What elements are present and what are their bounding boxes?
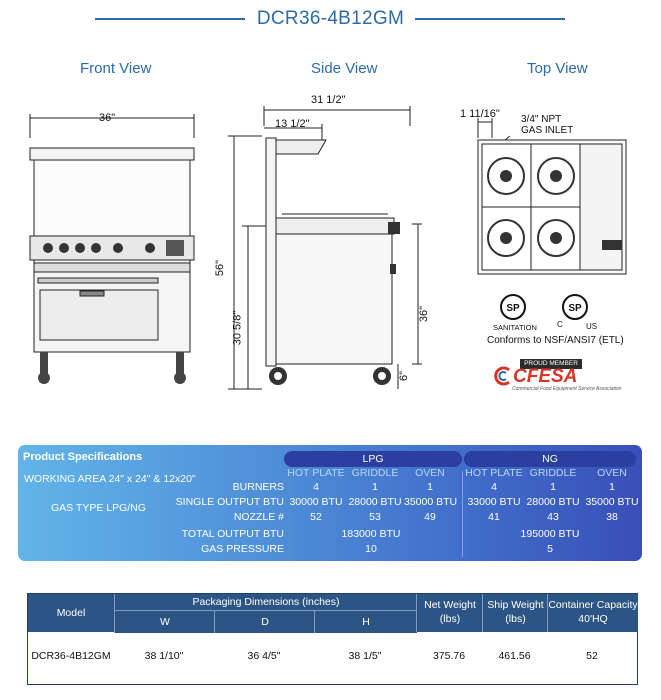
cfesa-name: CFESA	[513, 366, 578, 387]
row-h: 38 1/5"	[348, 650, 382, 662]
ng-col-oven: OVEN	[597, 467, 627, 479]
top-view-label: Top View	[527, 60, 588, 77]
page-title: DCR36-4B12GM	[256, 8, 405, 29]
row-label-single-btu: SINGLE OUTPUT BTU	[175, 496, 284, 508]
lpg-burners-hotplate: 4	[313, 481, 319, 493]
model-header: Model	[28, 594, 114, 632]
side-work-dim: 30 5/8"	[231, 310, 244, 346]
lpg-col-hotplate: HOT PLATE	[287, 467, 345, 479]
lpg-nozzle-griddle: 53	[369, 511, 381, 523]
net-weight-header-line1: Net Weight	[424, 599, 476, 611]
row-label-pressure: GAS PRESSURE	[201, 543, 284, 555]
ng-nozzle-hotplate: 41	[488, 511, 500, 523]
lpg-header: LPG	[284, 451, 462, 467]
row-w: 38 1/10"	[144, 650, 184, 662]
row-cont: 52	[586, 650, 598, 662]
h-header: H	[314, 610, 417, 633]
working-area: WORKING AREA 24" x 24" & 12x20"	[24, 473, 196, 485]
row-label-nozzle: NOZZLE #	[233, 511, 284, 523]
spec-heading: Product Specifications	[23, 451, 143, 463]
ship-weight-header-line2: (lbs)	[505, 613, 526, 625]
lpg-btu-oven: 35000 BTU	[404, 496, 458, 508]
container-header-line1: Container Capacity	[548, 599, 638, 611]
ng-burners-griddle: 1	[550, 481, 556, 493]
side-height-dim: 56"	[214, 259, 227, 277]
gas-type: GAS TYPE LPG/NG	[51, 502, 146, 514]
row-ship: 461.56	[498, 650, 531, 662]
lpg-btu-griddle: 28000 BTU	[348, 496, 402, 508]
lpg-burners-griddle: 1	[372, 481, 378, 493]
top-npt-dim: 3/4" NPT	[521, 114, 562, 125]
container-header	[547, 594, 638, 632]
packaging-table	[27, 593, 638, 685]
ng-btu-hotplate: 33000 BTU	[467, 496, 521, 508]
svg-text:SP: SP	[506, 303, 520, 314]
packaging-header: Packaging Dimensions (inches)	[114, 594, 417, 610]
ng-burners-oven: 1	[609, 481, 615, 493]
side-6-dim: 6"	[398, 370, 411, 382]
ng-col-hotplate: HOT PLATE	[465, 467, 523, 479]
ng-col-griddle: GRIDDLE	[529, 467, 577, 479]
w-header: W	[114, 610, 215, 633]
lpg-nozzle-hotplate: 52	[310, 511, 322, 523]
row-net: 375.76	[432, 650, 466, 662]
cfesa-member-banner: PROUD MEMBER	[520, 359, 582, 369]
row-model: DCR36-4B12GM	[31, 650, 111, 662]
spec-panel	[18, 445, 642, 561]
nsf-label: SANITATION	[493, 323, 537, 332]
ng-pressure: 5	[547, 543, 553, 555]
front-view-label: Front View	[80, 60, 152, 77]
row-d: 36 4/5"	[247, 650, 281, 662]
net-weight-header-line2: (lbs)	[439, 613, 461, 625]
ng-total-btu: 195000 BTU	[520, 528, 580, 540]
lpg-col-oven: OVEN	[415, 467, 445, 479]
cfesa-sub: Commercial Food Equipment Service Association	[512, 386, 622, 392]
csa-c-label: C	[557, 320, 563, 329]
lpg-nozzle-oven: 49	[424, 511, 436, 523]
net-weight-header	[416, 594, 483, 632]
spec-divider	[462, 471, 463, 557]
ng-nozzle-oven: 38	[606, 511, 618, 523]
top-offset-dim: 1 11/16"	[460, 108, 500, 120]
container-header-line2: 40'HQ	[578, 613, 608, 625]
side-depth-dim: 31 1/2"	[311, 94, 346, 106]
lpg-col-griddle: GRIDDLE	[351, 467, 399, 479]
row-label-burners: BURNERS	[232, 481, 284, 493]
csa-logo-icon	[559, 293, 591, 321]
ship-weight-header-line1: Ship Weight	[487, 599, 544, 611]
ng-btu-griddle: 28000 BTU	[526, 496, 580, 508]
front-width-dim: 36"	[99, 112, 116, 124]
conforms-text: Conforms to NSF/ANSI7 (ETL)	[487, 335, 624, 346]
ng-btu-oven: 35000 BTU	[585, 496, 639, 508]
lpg-burners-oven: 1	[427, 481, 433, 493]
front-view-drawing	[18, 108, 210, 398]
svg-text:SP: SP	[568, 303, 582, 314]
side-shelf-dim: 13 1/2"	[275, 118, 310, 130]
ng-header: NG	[464, 451, 636, 467]
lpg-total-btu: 183000 BTU	[341, 528, 401, 540]
lpg-btu-hotplate: 30000 BTU	[289, 496, 343, 508]
csa-us-label: US	[586, 322, 598, 331]
side-view-label: Side View	[311, 60, 378, 77]
ng-nozzle-griddle: 43	[547, 511, 559, 523]
top-gas-dim: GAS INLET	[521, 125, 574, 136]
cfesa-swoosh-icon	[493, 366, 513, 386]
row-label-total-btu: TOTAL OUTPUT BTU	[181, 528, 284, 540]
side-36-dim: 36"	[418, 305, 431, 323]
d-header: D	[214, 610, 315, 633]
lpg-pressure: 10	[365, 543, 377, 555]
ship-weight-header	[482, 594, 548, 632]
ng-burners-hotplate: 4	[491, 481, 497, 493]
nsf-logo-icon	[497, 293, 529, 321]
side-view-drawing	[222, 96, 444, 398]
